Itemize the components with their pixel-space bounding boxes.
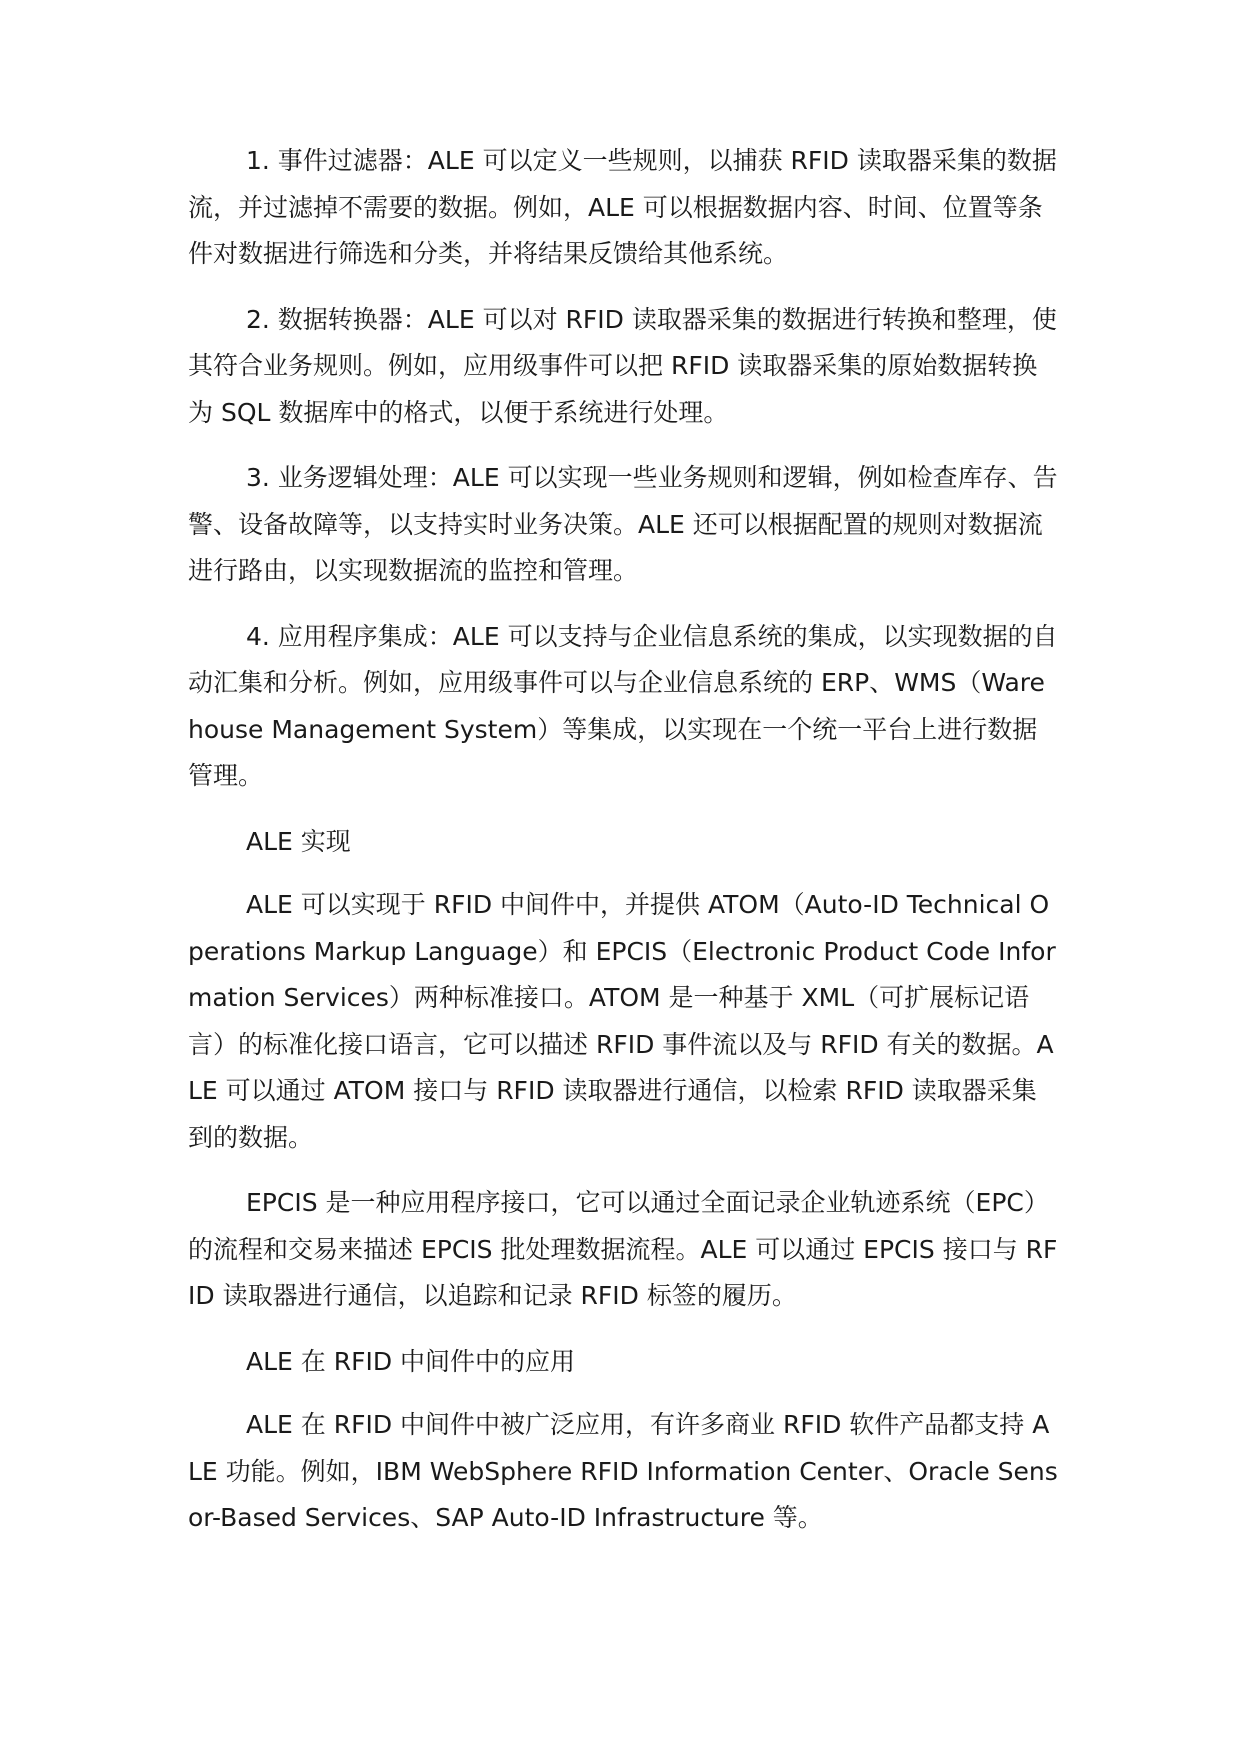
- document-page: [188, 138, 1058, 1561]
- section-heading-ale-in-middleware: ALE 在 RFID 中间件中的应用: [246, 1346, 576, 1376]
- section-heading-ale-implementation: ALE 实现: [246, 826, 351, 856]
- paragraph-business-logic: 3. 业务逻辑处理：ALE 可以实现一些业务规则和逻辑，例如检查库存、告警、设备故障等，以支持实时业务决策。ALE 还可以根据配置的规则对数据流进行路由，以实现数据流的监控和管理。: [188, 463, 1058, 585]
- paragraph-event-filter: 1. 事件过滤器：ALE 可以定义一些规则，以捕获 RFID 读取器采集的数据流，并过滤掉不需要的数据。例如，ALE 可以根据数据内容、时间、位置等条件对数据进行筛选和分类，并将结果反馈给其他系统。: [188, 146, 1057, 268]
- paragraph-app-integration: 4. 应用程序集成：ALE 可以支持与企业信息系统的集成，以实现数据的自动汇集和分析。例如，应用级事件可以与企业信息系统的 ERP、WMS（Warehouse Management System）等集成，以实现在一个统一平台上进行数据管理。: [188, 621, 1058, 790]
- paragraph-data-converter: 2. 数据转换器：ALE 可以对 RFID 读取器采集的数据进行转换和整理，使其符合业务规则。例如，应用级事件可以把 RFID 读取器采集的原始数据转换为 SQL 数据库中的格式，以便于系统进行处理。: [188, 304, 1057, 427]
- paragraph-commercial-products: ALE 在 RFID 中间件中被广泛应用，有许多商业 RFID 软件产品都支持 ALE 功能。例如，IBM WebSphere RFID Information Center、Oracle Sensor-Based Services、SAP Auto-ID Infrastructure 等。: [188, 1410, 1058, 1532]
- paragraph-ale-interfaces: ALE 可以实现于 RFID 中间件中，并提供 ATOM（Auto-ID Technical Operations Markup Language）和 EPCIS（Electronic Product Code Information Services）两种标准接口。ATOM 是一种基于 XML（可扩展标记语言）的标准化接口语言，它可以描述 RFID 事件流以及与 RFID 有关的数据。ALE 可以通过 ATOM 接口与 RFID 读取器进行通信，以检索 RFID 读取器采集到的数据。: [188, 890, 1056, 1152]
- paragraph-epcis: EPCIS 是一种应用程序接口，它可以通过全面记录企业轨迹系统（EPC）的流程和交易来描述 EPCIS 批处理数据流程。ALE 可以通过 EPCIS 接口与 RFID 读取器进行通信，以追踪和记录 RFID 标签的履历。: [188, 1188, 1058, 1310]
